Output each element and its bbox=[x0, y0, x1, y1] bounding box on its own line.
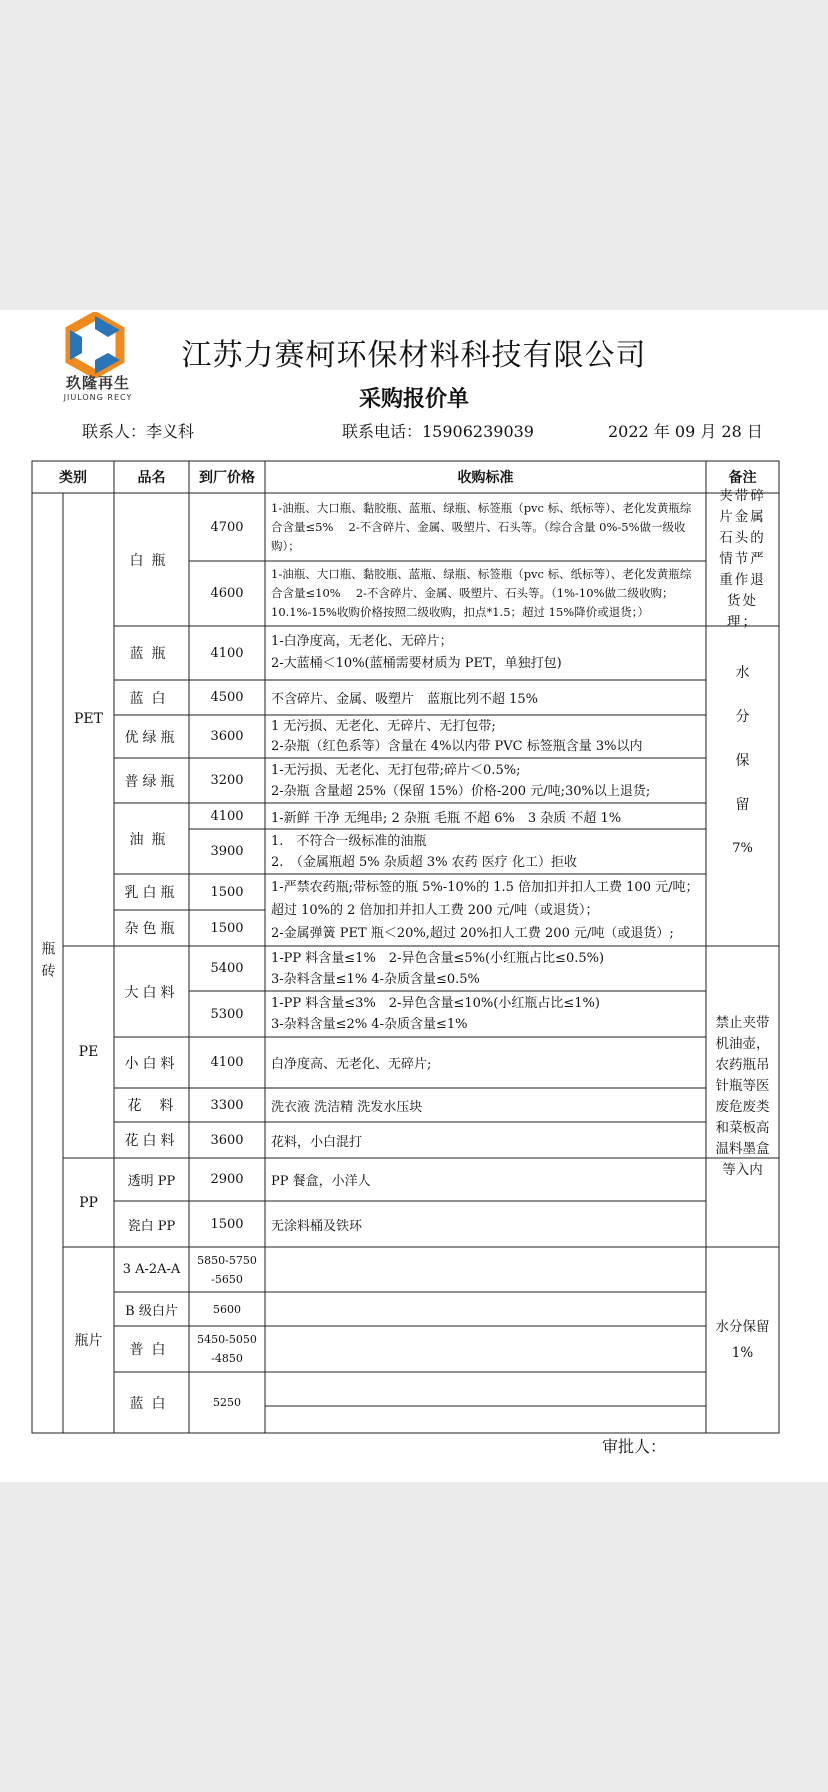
document-date: 2022 年 09 月 28 日 bbox=[608, 422, 763, 441]
item-name: 普白 bbox=[129, 1342, 174, 1358]
contact-phone: 联系电话：15906239039 bbox=[342, 422, 534, 441]
item-name: 杂色瓶 bbox=[124, 921, 179, 937]
logo-text-en: JIULONG RECY bbox=[63, 393, 133, 402]
item-name: 优绿瓶 bbox=[124, 729, 179, 746]
price-cell: 4500 bbox=[210, 690, 244, 705]
item-name: B 级白片 bbox=[125, 1303, 178, 1319]
price-cell: 5850-5750-5650 bbox=[197, 1253, 257, 1286]
standard-cell: PP 餐盒，小洋人 bbox=[271, 1174, 371, 1189]
standard-cell: 1 无污损、无老化、无碎片、无打包带; 2-杂瓶（红色系等）含量在 4%以内带 PVC 标签瓶含量 3%以内 bbox=[271, 718, 643, 754]
header-category: 类别 bbox=[59, 470, 87, 486]
price-cell: 5300 bbox=[210, 1006, 244, 1022]
standard-cell: 1-PP 料含量≤1% 2-异色含量≤5%(小红瓶占比≤0.5%) 3-杂料含量≤1% 4-杂质含量≤0.5% bbox=[271, 950, 605, 987]
price-cell: 4100 bbox=[210, 645, 244, 661]
price-cell: 4100 bbox=[210, 1055, 244, 1070]
price-cell: 1500 bbox=[210, 884, 244, 900]
price-cell: 1500 bbox=[210, 1216, 244, 1232]
item-name: 大白料 bbox=[124, 984, 179, 1001]
logo-text-cn: 玖隆再生 bbox=[65, 374, 130, 392]
standard-cell: 1-PP 料含量≤3% 2-异色含量≤10%(小红瓶占比≤1%) 3-杂料含量≤2% 4-杂质含量≤1% bbox=[271, 996, 600, 1032]
remark-moisture-7: 水 分 保 留 7% bbox=[732, 665, 753, 856]
price-cell: 1500 bbox=[210, 920, 244, 936]
price-cell: 5450-5050-4850 bbox=[197, 1333, 257, 1365]
price-cell: 2900 bbox=[210, 1172, 244, 1187]
price-cell: 3300 bbox=[210, 1097, 244, 1113]
item-name: 小白料 bbox=[124, 1055, 179, 1072]
item-name: 瓷白 PP bbox=[127, 1218, 176, 1234]
item-name: 油瓶 bbox=[129, 831, 174, 848]
item-name: 普绿瓶 bbox=[124, 773, 179, 790]
company-name: 江苏力赛柯环保材料科技有限公司 bbox=[181, 338, 647, 373]
item-name: 花 料 bbox=[127, 1098, 176, 1114]
item-name: 3 A-2A-A bbox=[122, 1262, 181, 1277]
group-pet: PET bbox=[74, 711, 103, 727]
header-remark: 备注 bbox=[728, 470, 757, 486]
group-pe: PE bbox=[78, 1044, 99, 1060]
standard-cell: 花料，小白混打 bbox=[271, 1134, 363, 1150]
price-cell: 4700 bbox=[210, 519, 244, 535]
standard-cell: 洗衣液 洗洁精 洗发水压块 bbox=[271, 1099, 423, 1115]
standard-cell: 1. 不符合一级标准的油瓶 2. （金属瓶超 5% 杂质超 3% 农药 医疗 化工）拒收 bbox=[271, 833, 577, 870]
remark-pe: 禁止夹带机油壶，农药瓶吊针瓶等医废危废类和菜板高温料墨盒等入内 bbox=[715, 1014, 770, 1178]
price-cell: 3200 bbox=[210, 773, 244, 788]
price-cell: 5400 bbox=[210, 961, 244, 976]
item-name: 花白料 bbox=[124, 1133, 179, 1149]
standard-cell: 无涂料桶及铁环 bbox=[271, 1218, 363, 1234]
standard-cell-merged: 1-严禁农药瓶;带标签的瓶 5%-10%的 1.5 倍加扣并扣人工费 100 元/吨； 超过 10%的 2 倍加扣并扣人工费 200 元/吨（或退货）； 2-金属弹簧 PET 瓶＜20%,超过 20%扣人工费 200 元/吨（或退货）; bbox=[271, 879, 699, 941]
price-cell: 3600 bbox=[210, 1132, 244, 1148]
header-standard: 收购标准 bbox=[457, 470, 514, 486]
header-item-name: 品名 bbox=[137, 470, 166, 486]
document-title: 采购报价单 bbox=[358, 387, 469, 412]
price-cell: 3900 bbox=[210, 844, 244, 859]
item-name: 蓝白 bbox=[129, 1395, 174, 1412]
category-bottle-brick: 瓶砖 bbox=[39, 941, 56, 985]
item-name: 乳白瓶 bbox=[124, 885, 179, 901]
standard-cell: 1-油瓶、大口瓶、黏胶瓶、蓝瓶、绿瓶、标签瓶（pvc 标、纸标等）、老化发黄瓶综合含量≤5% 2-不含碎片、金属、吸塑片、石头等。（综合含量 0%-5%做一级收购）； bbox=[271, 500, 692, 553]
price-cell: 4600 bbox=[210, 586, 244, 601]
item-name: 蓝白 bbox=[129, 690, 174, 707]
header-price: 到厂价格 bbox=[199, 470, 255, 486]
group-flake: 瓶片 bbox=[74, 1333, 103, 1349]
price-cell: 4100 bbox=[210, 808, 244, 824]
price-cell: 5250 bbox=[213, 1396, 241, 1409]
remark-white-bottle: 夹带碎片金属石头的情节严重作退货处理； bbox=[719, 488, 766, 630]
standard-cell: 1-无污损、无老化、无打包带;碎片＜0.5%; 2-杂瓶 含量超 25%（保留 15%）价格-200 元/吨;30%以上退货; bbox=[271, 762, 651, 799]
price-cell: 5600 bbox=[213, 1302, 241, 1316]
standard-cell: 1-油瓶、大口瓶、黏胶瓶、蓝瓶、绿瓶、标签瓶（pvc 标、纸标等）、老化发黄瓶综合含量≤10% 2-不含碎片、金属、吸塑片、石头等。（1%-10%做二级收购；10.1%-15%收购价格按照二级收购，扣点*1.5；超过 15%降价或退货；） bbox=[271, 567, 692, 619]
remark-flake: 水分保留1% bbox=[715, 1319, 770, 1361]
approver-label: 审批人： bbox=[602, 1437, 667, 1456]
item-name: 白瓶 bbox=[129, 552, 174, 569]
item-name: 透明 PP bbox=[127, 1174, 176, 1189]
price-cell: 3600 bbox=[210, 729, 244, 744]
contact-person: 联系人：李义科 bbox=[82, 422, 195, 441]
group-pp: PP bbox=[79, 1194, 98, 1211]
standard-cell: 不含碎片、金属、吸塑片 蓝瓶比列不超 15% bbox=[271, 692, 539, 707]
item-name: 蓝瓶 bbox=[129, 646, 174, 662]
standard-cell: 1-新鲜 干净 无绳串; 2 杂瓶 毛瓶 不超 6% 3 杂质 不超 1% bbox=[271, 810, 622, 826]
standard-cell: 1-白净度高，无老化、无碎片； 2-大蓝桶＜10%(蓝桶需要材质为 PET，单独打包) bbox=[271, 634, 562, 671]
standard-cell: 白净度高、无老化、无碎片; bbox=[271, 1057, 432, 1072]
